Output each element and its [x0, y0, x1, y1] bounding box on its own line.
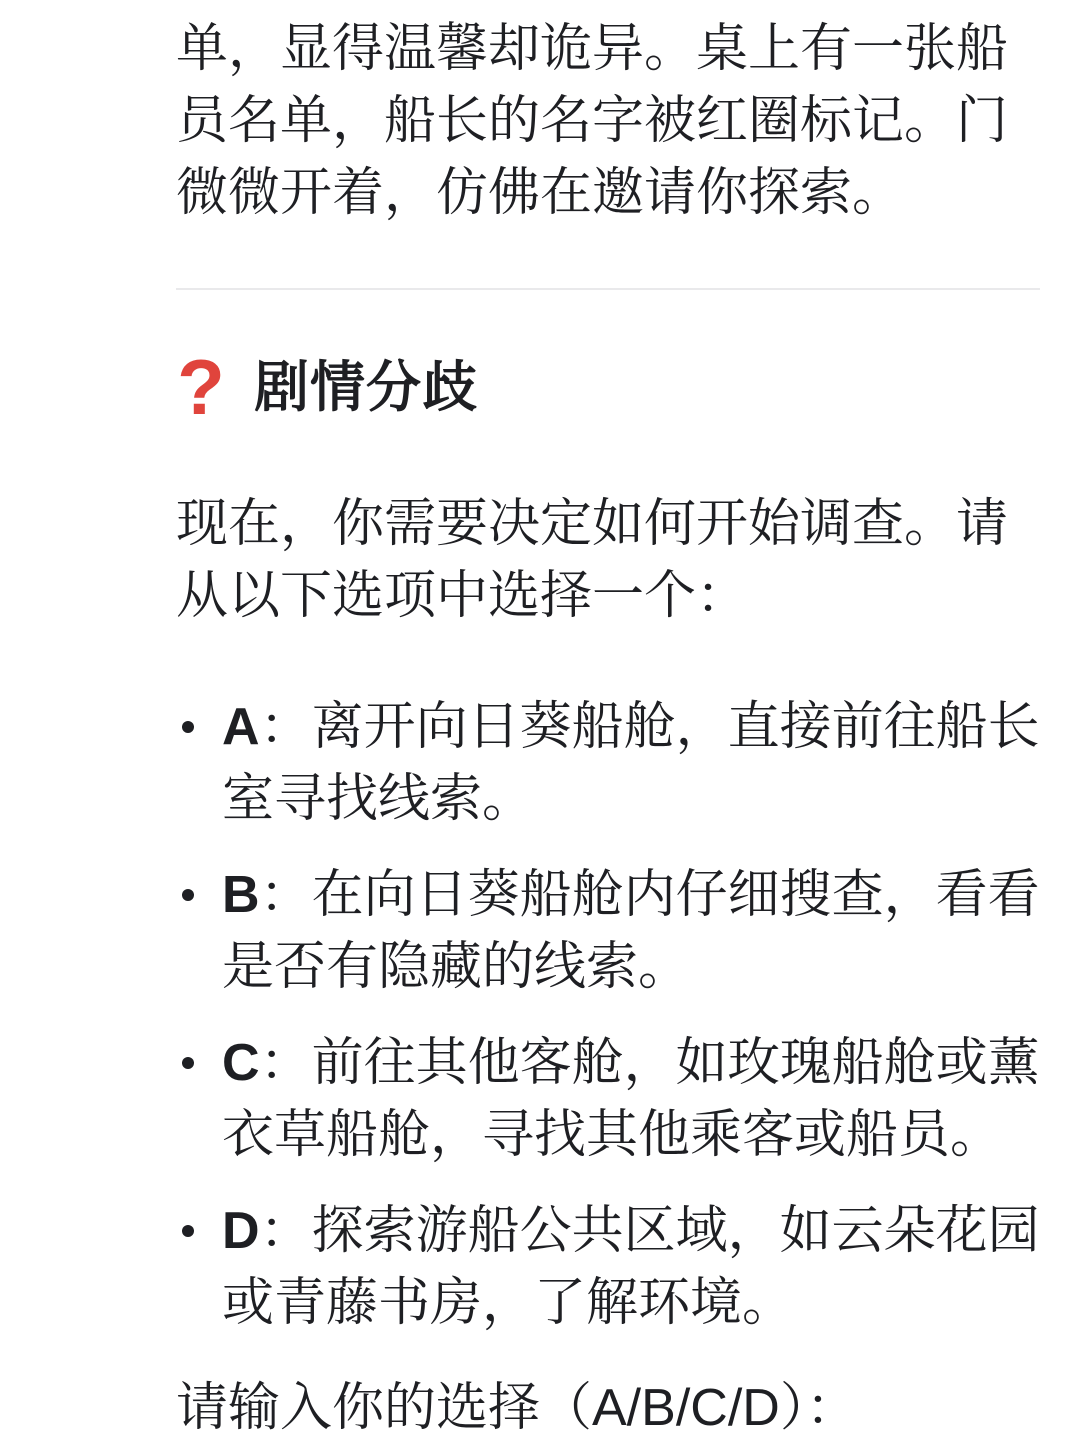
section-heading — [176, 343, 1040, 431]
option-key: A — [222, 698, 260, 756]
option-key: B — [222, 866, 260, 924]
option-separator: ： — [259, 698, 312, 756]
option-text: 在向日葵船舱内仔细搜查，看看是否有隐藏的线索。 — [222, 866, 1040, 996]
bullet-icon — [182, 721, 194, 733]
option-item-b — [222, 859, 1040, 1003]
option-text: 探索游船公共区域，如云朵花园或青藤书房，了解环境。 — [222, 1202, 1040, 1332]
chat-message-body — [0, 13, 1080, 1444]
option-separator: ： — [259, 1034, 312, 1092]
bullet-icon — [182, 1225, 194, 1237]
prompt-paragraph: 现在，你需要决定如何开始调查。请从以下选项中选择一个： — [176, 495, 1009, 625]
bullet-icon — [182, 889, 194, 901]
section-title: 剧情分歧 — [254, 356, 479, 418]
intro-paragraph: 单，显得温馨却诡异。桌上有一张船员名单，船长的名字被红圈标记。门微微开着，仿佛在邀请你探索。 — [176, 20, 1009, 222]
red-question-mark-icon: ? — [177, 343, 225, 431]
option-item-d — [222, 1195, 1040, 1339]
option-item-a — [222, 691, 1040, 835]
option-item-c — [222, 1027, 1040, 1171]
section-divider — [176, 288, 1040, 290]
option-text: 离开向日葵船舱，直接前往船长室寻找线索。 — [222, 698, 1040, 828]
option-separator: ： — [259, 866, 312, 924]
bullet-icon — [182, 1057, 194, 1069]
input-prompt-paragraph: 请输入你的选择（A/B/C/D）： — [176, 1379, 858, 1437]
option-key: C — [222, 1034, 260, 1092]
options-list — [176, 691, 1040, 1339]
option-key: D — [222, 1202, 260, 1260]
option-text: 前往其他客舱，如玫瑰船舱或薰衣草船舱，寻找其他乘客或船员。 — [222, 1034, 1040, 1164]
option-separator: ： — [259, 1202, 312, 1260]
